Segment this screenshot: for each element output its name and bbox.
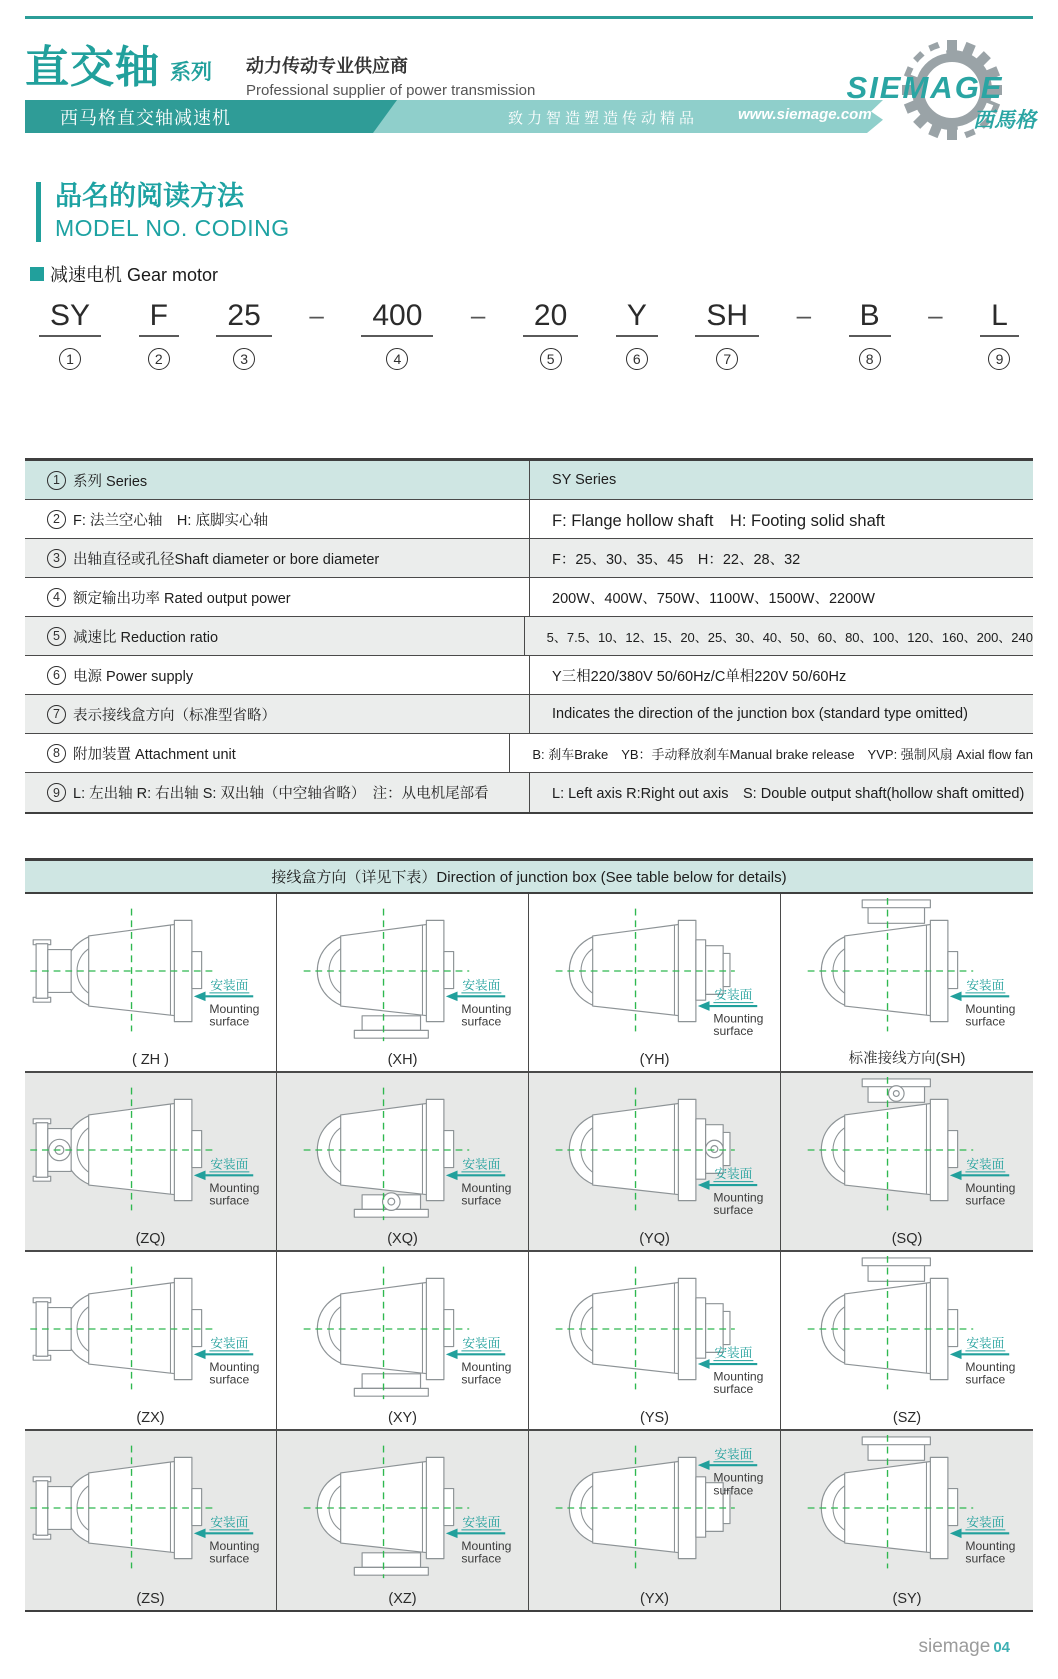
spec-row-label-text: F: 法兰空心轴 H: 底脚实心轴 (73, 512, 268, 529)
spec-table-row (25, 539, 1033, 578)
motor-diagram (531, 1434, 779, 1582)
svg-text:安装面: 安装面 (461, 1336, 500, 1351)
svg-text:surface: surface (965, 1551, 1006, 1566)
spec-row-value: 5、7.5、10、12、15、20、25、30、40、50、60、80、100、120、160、200、240 (546, 629, 1033, 645)
logo-wordmark: SIEMAGE (846, 70, 1004, 105)
svg-text:安装面: 安装面 (966, 1157, 1005, 1172)
model-segment-F (139, 299, 179, 370)
motor-diagram (279, 1255, 527, 1403)
junction-cell-label: (XH) (387, 1052, 418, 1068)
model-segment-400 (361, 299, 433, 370)
model-code-row (25, 299, 1033, 370)
svg-text:安装面: 安装面 (713, 1167, 752, 1182)
model-segment-number (361, 348, 433, 370)
circled-number: 1 (47, 471, 66, 490)
spec-row-label (25, 500, 530, 538)
circled-number: 7 (716, 348, 738, 370)
slogan-cn: 动力传动专业供应商 (246, 56, 408, 76)
model-segment-B (849, 299, 891, 370)
model-code-dash: – (796, 300, 812, 330)
svg-text:Mounting: Mounting (460, 1359, 511, 1374)
model-code-dash: – (309, 300, 324, 330)
svg-text:安装面: 安装面 (209, 1336, 248, 1351)
spec-row-value: F: Flange hollow shaft H: Footing solid shaft (552, 512, 885, 530)
model-segment-text: 25 (216, 299, 271, 337)
subsection-en: Gear motor (127, 265, 219, 285)
brand-block (25, 43, 212, 92)
spec-row-label (25, 461, 530, 499)
motor-diagram (279, 1434, 527, 1582)
spec-row-label (25, 734, 510, 772)
spec-row-label (25, 695, 530, 733)
motor-diagram (531, 897, 779, 1045)
slogan-en: Professional supplier of power transmission (246, 82, 536, 99)
series-suffix: 系列 (170, 61, 212, 84)
junction-cell-XY (277, 1252, 529, 1431)
svg-text:surface: surface (712, 1203, 753, 1218)
banner-url: www.siemage.com (738, 106, 872, 123)
spec-table-row (25, 500, 1033, 539)
svg-text:surface: surface (712, 1024, 753, 1039)
circled-number: 6 (626, 348, 648, 370)
spec-row-value: L: Left axis R:Right out axis S: Double output shaft(hollow shaft omitted) (552, 786, 1025, 802)
motor-diagram (279, 897, 527, 1045)
subsection-cn: 减速电机 (50, 265, 122, 285)
banner-slogan: 致力智造塑造传动精品 (508, 110, 699, 127)
svg-text:surface: surface (208, 1193, 249, 1208)
svg-text:surface: surface (208, 1372, 249, 1387)
spec-row-value: SY Series (552, 472, 617, 488)
spec-row-label-text: 减速比 Reduction ratio (73, 629, 219, 646)
spec-row-label-text: 系列 Series (73, 473, 148, 490)
svg-text:Mounting: Mounting (208, 1538, 259, 1553)
junction-cell-label: (YS) (640, 1410, 669, 1426)
svg-text:安装面: 安装面 (461, 978, 500, 993)
motor-diagram (531, 1076, 779, 1224)
svg-text:Mounting: Mounting (208, 1180, 259, 1195)
junction-grid (25, 894, 1033, 1610)
svg-text:surface: surface (460, 1014, 501, 1029)
junction-cell-XQ (277, 1073, 529, 1252)
model-segment-number (523, 348, 578, 370)
junction-cell-ZX (25, 1252, 277, 1431)
svg-text:Mounting: Mounting (965, 1001, 1016, 1016)
circled-number: 3 (233, 348, 255, 370)
spec-row-label (25, 578, 530, 616)
spec-table-row (25, 773, 1033, 812)
svg-text:安装面: 安装面 (713, 1346, 752, 1361)
svg-text:安装面: 安装面 (713, 988, 752, 1003)
svg-text:安装面: 安装面 (966, 1336, 1005, 1351)
junction-cell-label: (SZ) (892, 1410, 922, 1426)
spec-row-label-text: 附加装置 Attachment unit (73, 746, 236, 763)
spec-table-row (25, 617, 1033, 656)
section-title-block (36, 182, 290, 242)
model-segment-number (980, 348, 1019, 370)
bullet-square-icon (30, 267, 44, 281)
svg-text:Mounting: Mounting (460, 1180, 511, 1195)
circled-number: 5 (47, 627, 66, 646)
motor-diagram (783, 1255, 1031, 1403)
model-segment-text: F (139, 299, 179, 337)
logo-cn: 西馬格 (973, 108, 1036, 132)
junction-direction-table (25, 858, 1033, 1612)
junction-cell-标准接线方向SH (781, 894, 1033, 1073)
junction-cell-label: (XQ) (387, 1231, 418, 1247)
model-segment-20 (523, 299, 578, 370)
svg-text:surface: surface (460, 1551, 501, 1566)
svg-text:安装面: 安装面 (461, 1157, 500, 1172)
svg-text:Mounting: Mounting (965, 1180, 1016, 1195)
spec-row-label (25, 539, 530, 577)
spec-row-label (25, 617, 525, 655)
spec-row-value: 200W、400W、750W、1100W、1500W、2200W (552, 590, 875, 607)
svg-text:surface: surface (965, 1372, 1006, 1387)
circled-number: 8 (47, 744, 66, 763)
model-segment-text: Y (616, 299, 658, 337)
svg-text:surface: surface (208, 1014, 249, 1029)
spec-table-row (25, 461, 1033, 500)
circled-number: 6 (47, 666, 66, 685)
spec-table-row (25, 578, 1033, 617)
model-segment-number (139, 348, 179, 370)
circled-number: 2 (148, 348, 170, 370)
model-segment-number (695, 348, 759, 370)
svg-text:安装面: 安装面 (713, 1447, 752, 1462)
svg-text:安装面: 安装面 (966, 978, 1005, 993)
junction-table-header: 接线盒方向（详见下表）Direction of junction box (See table below for details) (25, 861, 1033, 894)
junction-cell-ZH (25, 894, 277, 1073)
model-segment-text: 400 (361, 299, 433, 337)
motor-diagram (27, 1255, 275, 1403)
junction-cell-label: 标准接线方向(SH) (848, 1051, 966, 1067)
model-segment-number (39, 348, 101, 370)
model-segment-Y (616, 299, 658, 370)
svg-text:surface: surface (965, 1014, 1006, 1029)
spec-row-label-text: 表示接线盒方向（标准型省略） (73, 707, 276, 724)
svg-text:Mounting: Mounting (460, 1538, 511, 1553)
svg-text:surface: surface (712, 1483, 753, 1498)
model-segment-text: 20 (523, 299, 578, 337)
motor-diagram (27, 1076, 275, 1224)
model-segment-number (216, 348, 271, 370)
spec-row-value: B: 刹车Brake YB：手动释放刹车Manual brake release YVP: 强制风扇 Axial flow fan (532, 746, 1033, 762)
spec-row-label-text: 出轴直径或孔径Shaft diameter or bore diameter (73, 551, 380, 568)
circled-number: 4 (386, 348, 408, 370)
page-title-cn: 品名的阅读方法 (55, 181, 244, 211)
junction-cell-XH (277, 894, 529, 1073)
junction-cell-label: (SQ) (891, 1231, 923, 1247)
circled-number: 1 (59, 348, 81, 370)
svg-text:Mounting: Mounting (208, 1001, 259, 1016)
motor-diagram (783, 897, 1031, 1045)
junction-cell-ZQ (25, 1073, 277, 1252)
svg-text:surface: surface (712, 1382, 753, 1397)
svg-text:surface: surface (460, 1372, 501, 1387)
motor-diagram (279, 1076, 527, 1224)
svg-text:Mounting: Mounting (460, 1001, 511, 1016)
circled-number: 4 (47, 588, 66, 607)
svg-text:surface: surface (208, 1551, 249, 1566)
svg-text:安装面: 安装面 (209, 1515, 248, 1530)
junction-cell-SQ (781, 1073, 1033, 1252)
spec-table-row (25, 734, 1033, 773)
svg-text:安装面: 安装面 (966, 1515, 1005, 1530)
svg-text:surface: surface (965, 1193, 1006, 1208)
junction-cell-label: (ZQ) (135, 1231, 166, 1247)
page-title-en: MODEL NO. CODING (55, 214, 290, 241)
model-segment-text: SH (695, 299, 759, 337)
junction-cell-label: (XY) (388, 1410, 417, 1426)
model-segment-SH (695, 299, 759, 370)
model-segment-text: SY (39, 299, 101, 337)
page-footer (918, 1636, 1010, 1658)
junction-cell-label: (ZX) (136, 1410, 165, 1426)
company-logo (812, 38, 1038, 146)
motor-diagram (531, 1255, 779, 1403)
subsection-heading (30, 261, 218, 287)
svg-text:安装面: 安装面 (209, 1157, 248, 1172)
model-segment-number (849, 348, 891, 370)
svg-text:surface: surface (460, 1193, 501, 1208)
banner-product-name: 西马格直交轴减速机 (60, 108, 231, 128)
model-segment-25 (216, 299, 271, 370)
circled-number: 8 (859, 348, 881, 370)
junction-cell-YH (529, 894, 781, 1073)
motor-diagram (783, 1076, 1031, 1224)
spec-table-row (25, 656, 1033, 695)
footer-brand: siemage (918, 1636, 991, 1657)
junction-cell-label: (XZ) (388, 1591, 417, 1607)
spec-row-label-text: 电源 Power supply (73, 668, 194, 685)
junction-cell-XZ (277, 1431, 529, 1610)
spec-row-value: Indicates the direction of the junction box (standard type omitted) (552, 706, 968, 722)
svg-text:Mounting: Mounting (208, 1359, 259, 1374)
junction-cell-YS (529, 1252, 781, 1431)
junction-cell-YQ (529, 1073, 781, 1252)
svg-text:安装面: 安装面 (209, 978, 248, 993)
motor-diagram (783, 1434, 1031, 1582)
svg-text:Mounting: Mounting (712, 1011, 763, 1026)
spec-row-value: F：25、30、35、45 H：22、28、32 (552, 551, 801, 568)
motor-diagram (27, 897, 275, 1045)
junction-cell-SY (781, 1431, 1033, 1610)
model-segment-SY (39, 299, 101, 370)
junction-cell-label: (ZS) (136, 1591, 165, 1607)
top-rule (25, 16, 1033, 19)
junction-cell-ZS (25, 1431, 277, 1610)
spec-row-label (25, 773, 530, 812)
junction-cell-YX (529, 1431, 781, 1610)
model-segment-L (980, 299, 1019, 370)
junction-cell-label: (YX) (640, 1591, 669, 1607)
junction-cell-SZ (781, 1252, 1033, 1431)
model-segment-number (616, 348, 658, 370)
svg-text:Mounting: Mounting (712, 1470, 763, 1485)
svg-text:Mounting: Mounting (965, 1359, 1016, 1374)
model-code-spec-table (25, 458, 1033, 814)
junction-cell-label: (SY) (892, 1591, 922, 1607)
model-code-dash: – (928, 300, 943, 330)
circled-number: 2 (47, 510, 66, 529)
circled-number: 3 (47, 549, 66, 568)
model-code-dash: – (470, 300, 486, 330)
circled-number: 7 (47, 705, 66, 724)
model-segment-text: L (980, 299, 1019, 337)
slogan-block (246, 52, 535, 99)
spec-row-value: Y三相220/380V 50/60Hz/C单相220V 50/60Hz (552, 668, 847, 685)
circled-number: 9 (47, 783, 66, 802)
spec-row-label (25, 656, 530, 694)
circled-number: 5 (540, 348, 562, 370)
model-segment-text: B (849, 299, 891, 337)
junction-cell-label: ( ZH ) (131, 1052, 170, 1068)
footer-page-number: 04 (993, 1639, 1010, 1656)
spec-row-label-text: L: 左出轴 R: 右出轴 S: 双出轴（中空轴省略） 注：从电机尾部看 (73, 786, 489, 802)
motor-diagram (27, 1434, 275, 1582)
series-title: 直交轴 (25, 43, 160, 92)
svg-text:安装面: 安装面 (461, 1515, 500, 1530)
svg-text:Mounting: Mounting (965, 1538, 1016, 1553)
svg-text:Mounting: Mounting (712, 1369, 763, 1384)
spec-row-label-text: 额定输出功率 Rated output power (73, 590, 291, 607)
junction-cell-label: (YH) (639, 1052, 670, 1068)
spec-table-row (25, 695, 1033, 734)
junction-cell-label: (YQ) (639, 1231, 670, 1247)
svg-text:Mounting: Mounting (712, 1190, 763, 1205)
circled-number: 9 (988, 348, 1010, 370)
